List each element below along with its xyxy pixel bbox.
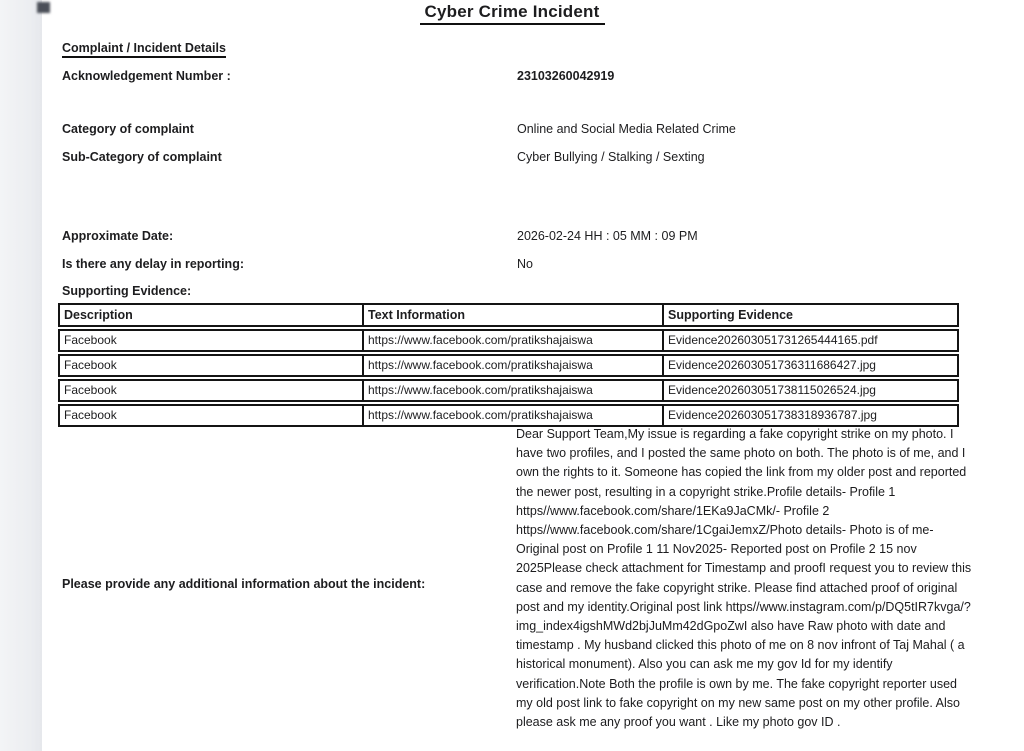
additional-info-text: Dear Support Team,My issue is regarding a fake copyright strike on my photo. I have two profiles, and I posted the same photo on both. The photo is of me, and I own the rights to it. Someone has copied the link from my older post and reported the newer post, resulting in a copyright strike.Profile details- Profile 1 https//www.facebook.com/share/1EKa9JaCMk/- Profile 2 https//www.facebook.com/share/1CgaiJemxZ/Photo details- Photo is of me- Original post on Profile 1 11 Nov2025- Reported post on Profile 2 15 nov 2025Please check attachment for Timestamp and proofI request you to review this case and remove the fake copyright strike. Please find attached proof of original post and my identity.Original post link https//www.instagram.com/p/DQ5tIR7kvga/?img_index4igshMWd2bjJuMm42dGpoZwI also have Raw photo with date and timestamp . My husband clicked this photo of me on 8 nov infront of Taj Mahal ( a historical monument). Also you can ask me my gov Id for my identify verification.Note Both the profile is own by me. The fake copyright reporter used my old post link to fake copyright on my new same post on my other profile. Also please ask me any proof you want . Like my photo gov ID .: [516, 427, 972, 730]
field-value-acknowledgement-number: 23103260042919: [517, 69, 615, 83]
field-value-approximate-date: 2026-02-24 HH : 05 MM : 09 PM: [517, 229, 698, 243]
table-row: [58, 379, 959, 402]
cell-description: Facebook: [64, 333, 117, 347]
table-header-description: Description: [64, 308, 133, 322]
cell-evidence-file: Evidence202603051731265444165.pdf: [662, 331, 957, 350]
supporting-evidence-table: [58, 303, 959, 429]
field-label-category: Category of complaint: [62, 122, 194, 136]
field-label-delay-in-reporting: Is there any delay in reporting:: [62, 257, 244, 271]
cell-description: Facebook: [64, 383, 117, 397]
page-title: Cyber Crime Incident: [0, 2, 1024, 25]
field-label-subcategory: Sub-Category of complaint: [62, 150, 222, 164]
supporting-evidence-label: Supporting Evidence:: [62, 284, 192, 298]
cell-evidence-file: Evidence202603051738318936787.jpg: [662, 406, 957, 425]
cell-evidence-file: Evidence202603051736311686427.jpg: [662, 356, 957, 375]
section-heading-complaint-details: Complaint / Incident Details: [62, 41, 226, 58]
cell-text-information: https://www.facebook.com/pratikshajaiswa: [362, 356, 662, 375]
field-label-approximate-date: Approximate Date:: [62, 229, 174, 243]
table-header-row: [58, 303, 959, 327]
field-value-category: Online and Social Media Related Crime: [517, 122, 736, 136]
cell-description: Facebook: [64, 408, 117, 422]
photo-margin-strip: [0, 0, 42, 751]
cell-text-information: https://www.facebook.com/pratikshajaiswa: [362, 406, 662, 425]
table-header-text-information: Text Information: [362, 305, 662, 325]
table-header-supporting-evidence: Supporting Evidence: [662, 305, 957, 325]
cell-description: Facebook: [64, 358, 117, 372]
field-label-acknowledgement-number: Acknowledgement Number :: [62, 69, 231, 83]
table-row: [58, 404, 959, 427]
cell-text-information: https://www.facebook.com/pratikshajaiswa: [362, 331, 662, 350]
field-value-subcategory: Cyber Bullying / Stalking / Sexting: [517, 150, 705, 164]
field-value-delay-in-reporting: No: [517, 257, 533, 271]
cell-text-information: https://www.facebook.com/pratikshajaiswa: [362, 381, 662, 400]
additional-info-label: Please provide any additional information about the incident:: [62, 577, 426, 591]
table-row: [58, 329, 959, 352]
table-row: [58, 354, 959, 377]
cell-evidence-file: Evidence202603051738115026524.jpg: [662, 381, 957, 400]
